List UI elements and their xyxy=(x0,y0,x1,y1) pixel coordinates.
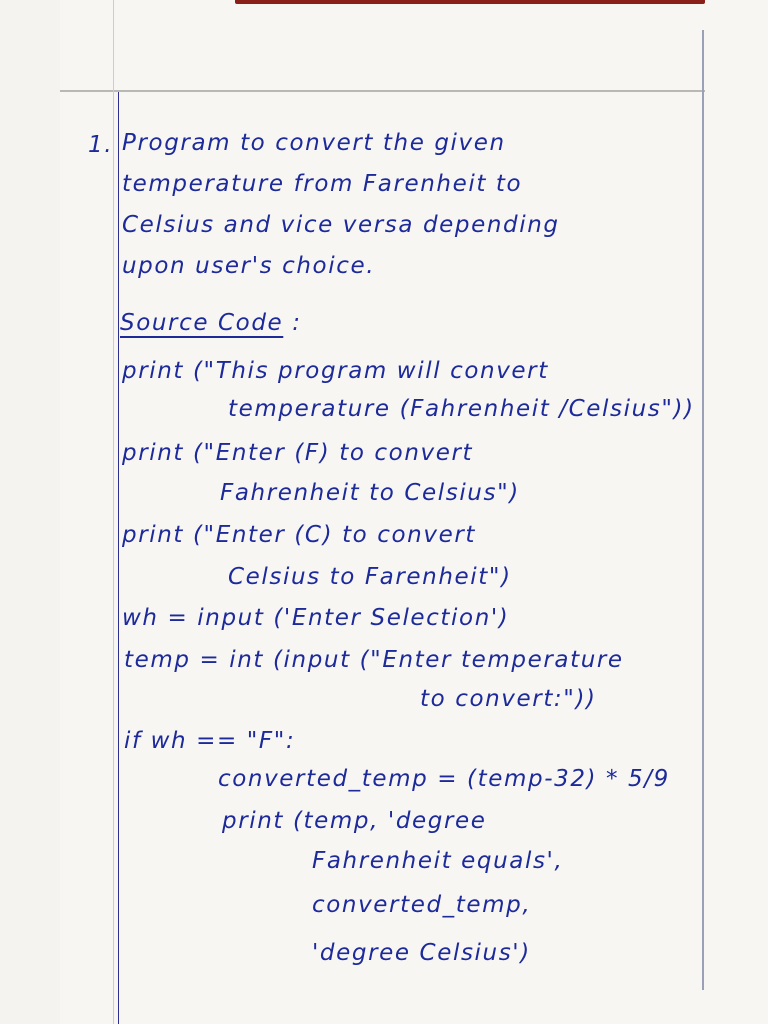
code-line-4: Fahrenheit to Celsius") xyxy=(220,480,520,506)
section-heading-colon: : xyxy=(292,310,302,336)
code-line-12: print (temp, 'degree xyxy=(222,808,487,834)
code-line-10: if wh == "F": xyxy=(124,728,296,754)
section-heading xyxy=(120,310,302,336)
right-margin-rule xyxy=(702,30,704,990)
page-fold-line xyxy=(60,90,705,92)
code-line-13: Fahrenheit equals', xyxy=(312,848,564,874)
code-line-2: temperature (Fahrenheit /Celsius")) xyxy=(228,396,695,422)
question-number: 1. xyxy=(88,132,114,158)
code-line-7: wh = input ('Enter Selection') xyxy=(122,605,510,631)
section-heading-text: Source Code xyxy=(120,310,284,336)
code-line-14: converted_temp, xyxy=(312,892,532,918)
question-line-4: upon user's choice. xyxy=(122,253,376,279)
code-line-1: print ("This program will convert xyxy=(122,358,549,384)
code-line-8: temp = int (input ("Enter temperature xyxy=(124,647,624,673)
code-line-3: print ("Enter (F) to convert xyxy=(122,440,474,466)
code-line-6: Celsius to Farenheit") xyxy=(228,564,512,590)
code-line-11: converted_temp = (temp-32) * 5/9 xyxy=(218,766,670,792)
question-line-2: temperature from Farenheit to xyxy=(122,171,523,197)
question-line-1: Program to convert the given xyxy=(122,130,506,156)
code-line-9: to convert:")) xyxy=(420,686,597,712)
question-line-3: Celsius and vice versa depending xyxy=(122,212,560,238)
margin-rule xyxy=(118,92,119,1024)
code-line-5: print ("Enter (C) to convert xyxy=(122,522,476,548)
binding-strip xyxy=(235,0,705,4)
code-line-15: 'degree Celsius') xyxy=(312,940,531,966)
